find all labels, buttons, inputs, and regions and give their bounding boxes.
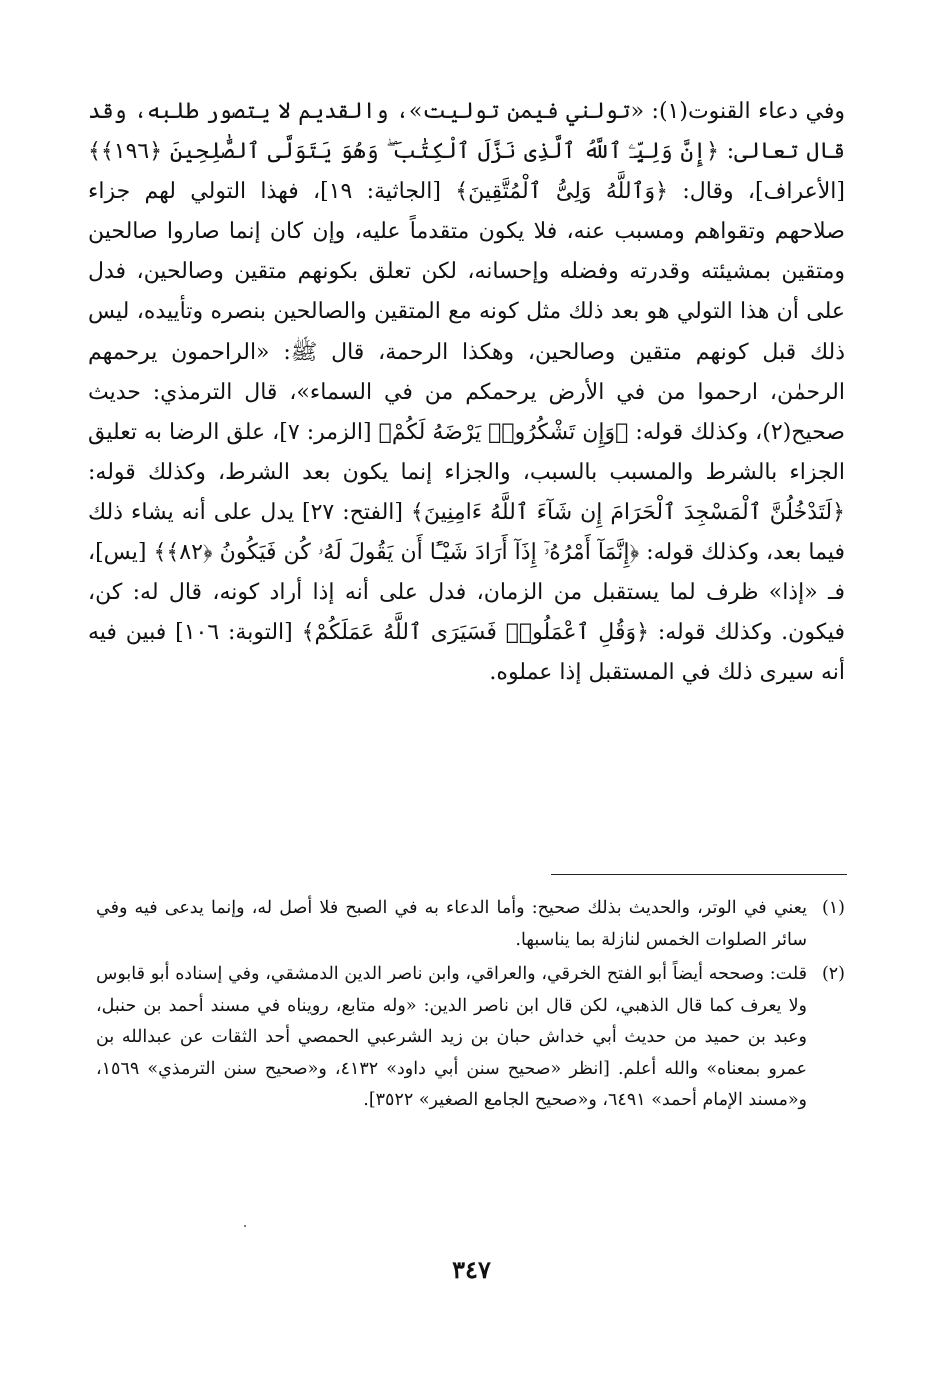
main-paragraph: وفي دعاء القنوت(١): «تولني فيمن توليت»، والقديم لا يتصور طلبه، وقد قال تعالى: ﴿إِنَّ وَلِيِّـۧ ٱللَّهُ ٱلَّذِى نَزَّلَ ٱلْكِتَٰبَ ۖ وَهُوَ يَتَوَلَّى ٱلصَّٰلِحِينَ ﴿١٩٦﴾﴾ [الأعراف]، وقال: ﴿وَٱللَّهُ وَلِىُّ ٱلْمُتَّقِينَ﴾ [الجاثية: ١٩]، فهذا التولي لهم جزاء صلاحهم وتقواهم ومسبب عنه، فلا يكون متقدماً عليه، وإن كان إنما صاروا صالحين ومتقين بمشيئته وقدرته وفضله وإحسانه، لكن تعلق بكونهم متقين وصالحين، فدل على أن هذا التولي هو بعد ذلك مثل كونه مع المتقين والصالحين بنصره وتأييده، ليس ذلك قبل كونهم متقين وصالحين، وهكذا الرحمة، قال ﷺ: «الراحمون يرحمهم الرحمٰن، ارحموا من في الأرض يرحمكم من في السماء»، قال الترمذي: حديث صحيح(٢)، وكذلك قوله: ﴿وَإِن تَشْكُرُوا۟ يَرْضَهُ لَكُمْ﴾ [الزمر: ٧]، علق الرضا به تعليق الجزاء بالشرط والمسبب بالسبب، والجزاء إنما يكون بعد الشرط، وكذلك قوله: ﴿لَتَدْخُلُنَّ ٱلْمَسْجِدَ ٱلْحَرَامَ إِن شَآءَ ٱللَّهُ ءَامِنِينَ﴾ [الفتح: ٢٧] يدل على أنه يشاء ذلك فيما بعد، وكذلك قوله: ﴿إِنَّمَآ أَمْرُهُۥٓ إِذَآ أَرَادَ شَيْـًٔا أَن يَقُولَ لَهُۥ كُن فَيَكُونُ ﴿٨٢﴾﴾ [يس]، فـ «إذا» ظرف لما يستقبل من الزمان، فدل على أنه إذا أراد كونه، قال له: كن، فيكون. وكذلك قوله: ﴿وَقُلِ ٱعْمَلُوا۟ فَسَيَرَى ٱللَّهُ عَمَلَكُمْ﴾ [التوبة: ١٠٦] فبين فيه أنه سيرى ذلك في المستقبل إذا عملوه.: [88, 99, 846, 686]
footnote-text: قلت: وصححه أيضاً أبو الفتح الخرقي، والعراقي، وابن ناصر الدين الدمشقي، وفي إسناده أبو قابوس ولا يعرف كما قال الذهبي، لكن قال ابن ناصر الدين: «وله متابع، رويناه في مسند أحمد بن حنبل، وعبد بن حميد من حديث أبي خداش حبان بن زيد الشرعبي الحمصي أحد الثقات عن عبدالله بن عمرو بمعناه» والله أعلم. [انظر «صحيح سنن أبي داود» ٤١٣٢، و«صحيح سنن الترمذي» ١٥٦٩، و«مسند الإمام أحمد» ٦٤٩١، و«صحيح الجامع الصغير» ٣٥٢٢].: [96, 964, 808, 1110]
page-number: ٣٤٧: [452, 1255, 491, 1284]
scan-speck: [244, 1225, 246, 1227]
footnote-1: [96, 893, 845, 956]
footnote-divider: [551, 874, 847, 875]
footnote-text: يعني في الوتر، والحديث بذلك صحيح: وأما الدعاء به في الصبح فلا أصل له، وإنما يدعى فيه وفي سائر الصلوات الخمس لنازلة بما يناسبها.: [96, 898, 807, 950]
footnote-number: (٢): [821, 964, 845, 984]
main-text-block: [88, 92, 845, 693]
footnotes-block: [96, 893, 845, 1117]
footnote-number: (١): [821, 898, 845, 918]
footnote-2: [96, 959, 845, 1117]
